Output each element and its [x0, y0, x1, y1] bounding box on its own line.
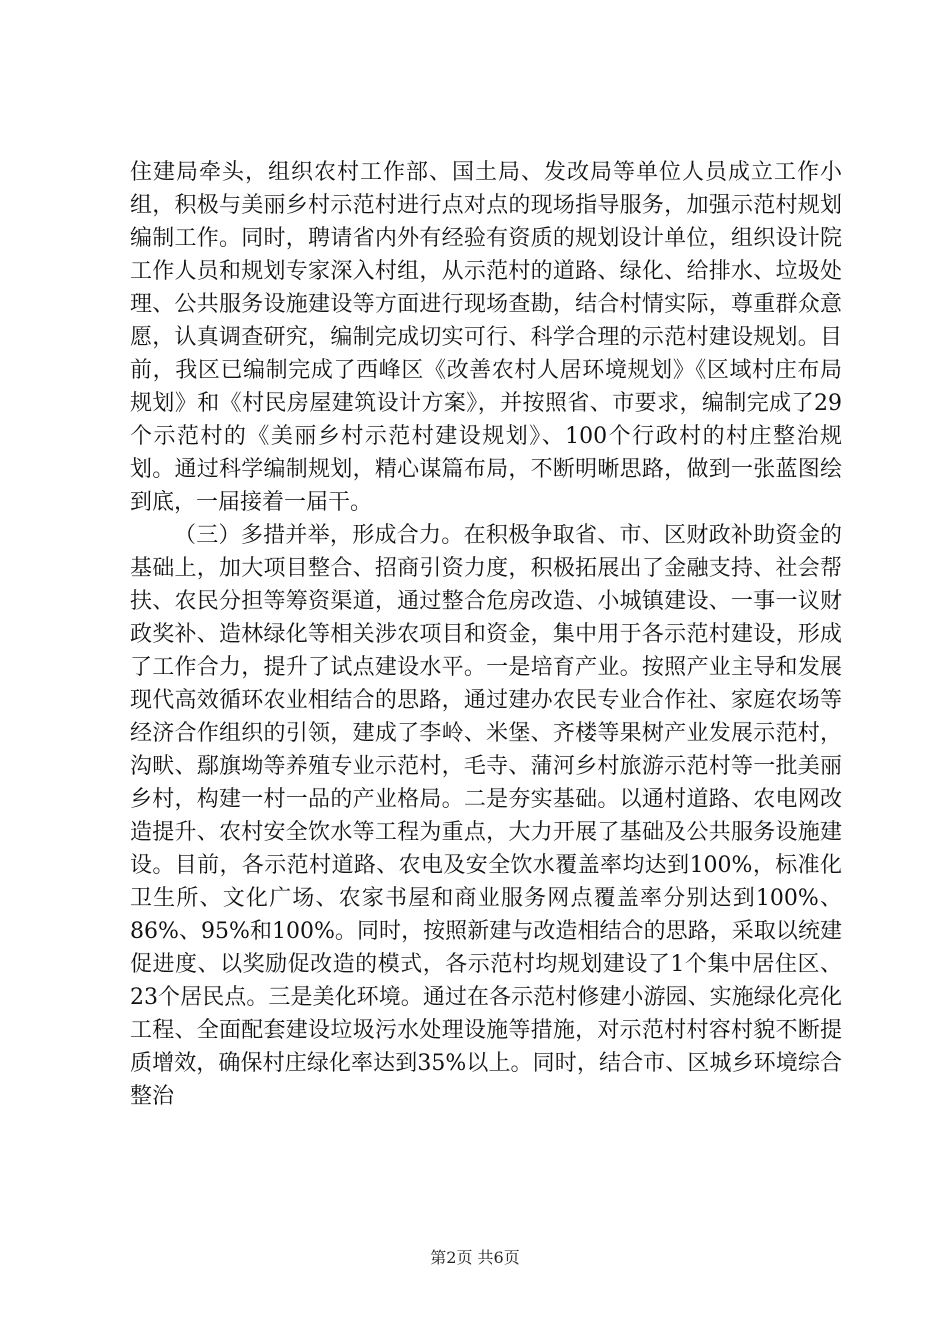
document-body — [130, 156, 842, 1113]
paragraph-continuation: 住建局牵头，组织农村工作部、国土局、发改局等单位人员成立工作小组，积极与美丽乡村示范村进行点对点的现场指导服务，加强示范村规划编制工作。同时，聘请省内外有经验有资质的规划设计单位，组织设计院工作人员和规划专家深入村组，从示范村的道路、绿化、给排水、垃圾处理、公共服务设施建设等方面进行现场查勘，结合村情实际，尊重群众意愿，认真调查研究，编制完成切实可行、科学合理的示范村建设规划。目前，我区已编制完成了西峰区《改善农村人居环境规划》《区域村庄布局规划》和《村民房屋建筑设计方案》，并按照省、市要求，编制完成了29个示范村的《美丽乡村示范村建设规划》、100个行政村的村庄整治规划。通过科学编制规划，精心谋篇布局，不断明晰思路，做到一张蓝图绘到底，一届接着一届干。 — [130, 160, 842, 515]
paragraph-section-three: （三）多措并举，形成合力。在积极争取省、市、区财政补助资金的基础上，加大项目整合、招商引资力度，积极拓展出了金融支持、社会帮扶、农民分担等筹资渠道，通过整合危房改造、小城镇建设、一事一议财政奖补、造林绿化等相关涉农项目和资金，集中用于各示范村建设，形成了工作合力，提升了试点建设水平。一是培育产业。按照产业主导和发展现代高效循环农业相结合的思路，通过建办农民专业合作社、家庭农场等经济合作组织的引领，建成了李岭、米堡、齐楼等果树产业发展示范村，沟畎、鄢旗坳等养殖专业示范村，毛寺、蒲河乡村旅游示范村等一批美丽乡村，构建一村一品的产业格局。二是夯实基础。以通村道路、农电网改造提升、农村安全饮水等工程为重点，大力开展了基础及公共服务设施建设。目前，各示范村道路、农电及安全饮水覆盖率均达到100%，标准化卫生所、文化广场、农家书屋和商业服务网点覆盖率分别达到100%、86%、95%和100%。同时，按照新建与改造相结合的思路，采取以统建促进度、以奖励促改造的模式，各示范村均规划建设了1个集中居住区、23个居民点。三是美化环境。通过在各示范村修建小游园、实施绿化亮化工程、全面配套建设垃圾污水处理设施等措施，对示范村村容村貌不断提质增效，确保村庄绿化率达到35%以上。同时，结合市、区城乡环境综合整治 — [130, 523, 842, 1109]
page-footer — [0, 1248, 950, 1268]
page-number-label: 第2页 共6页 — [430, 1248, 520, 1267]
